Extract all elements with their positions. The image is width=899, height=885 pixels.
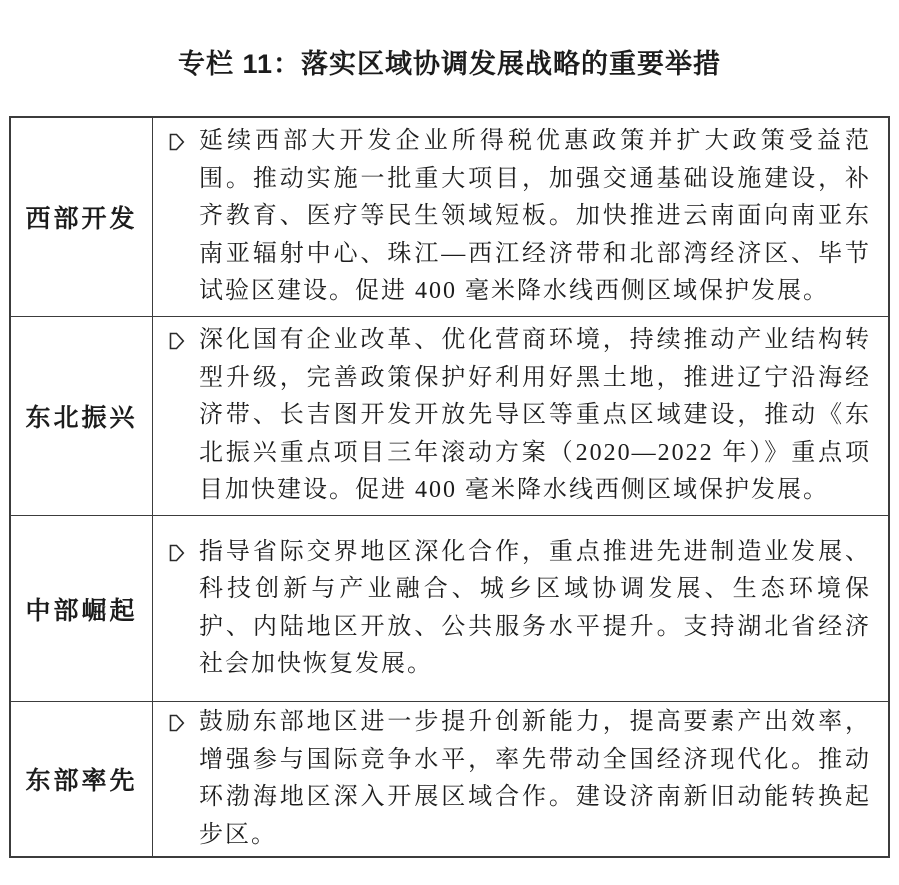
arrow-right-bullet-icon [169, 332, 185, 510]
measure-text: 指导省际交界地区深化合作，重点推进先进制造业发展、科技创新与产业融合、城乡区域协调发展、生态环境保护、内陆地区开放、公共服务水平提升。支持湖北省经济社会加快恢复发展。 [199, 538, 871, 677]
arrow-right-bullet-icon [169, 544, 185, 684]
measure-text: 鼓励东部地区进一步提升创新能力，提高要素产出效率，增强参与国际竞争水平，率先带动全国经济现代化。推动环渤海地区深入开展区域合作。建设济南新旧动能转换起步区。 [199, 709, 871, 848]
table-row [11, 515, 888, 701]
measure-cell [153, 516, 888, 701]
arrow-right-bullet-icon [169, 714, 185, 854]
page-title: 专栏 11：落实区域协调发展战略的重要举措 [177, 49, 722, 79]
measures-table [9, 116, 890, 858]
table-row [11, 118, 888, 316]
measure-content [169, 534, 871, 684]
region-label: 东部率先 [11, 702, 153, 856]
table-row [11, 316, 888, 515]
measure-cell [153, 702, 888, 856]
measure-content [169, 704, 871, 854]
region-label: 东北振兴 [11, 317, 153, 515]
table-row [11, 701, 888, 856]
measure-text: 延续西部大开发企业所得税优惠政策并扩大政策受益范围。推动实施一批重大项目，加强交通基础设施建设，补齐教育、医疗等民生领域短板。加快推进云南面向南亚东南亚辐射中心、珠江—西江经济带和北部湾经济区、毕节试验区建设。促进 400 毫米降水线西侧区域保护发展。 [199, 128, 871, 305]
measure-text: 深化国有企业改革、优化营商环境，持续推动产业结构转型升级，完善政策保护好利用好黑土地，推进辽宁沿海经济带、长吉图开发开放先导区等重点区域建设，推动《东北振兴重点项目三年滚动方案（2020—2022 年）》重点项目加快建设。促进 400 毫米降水线西侧区域保护发展。 [199, 327, 871, 504]
measure-cell [153, 118, 888, 316]
region-label: 中部崛起 [11, 516, 153, 701]
measure-content [169, 322, 871, 510]
region-label: 西部开发 [11, 118, 153, 316]
measure-content [169, 123, 871, 311]
measure-cell [153, 317, 888, 515]
arrow-right-bullet-icon [169, 133, 185, 311]
